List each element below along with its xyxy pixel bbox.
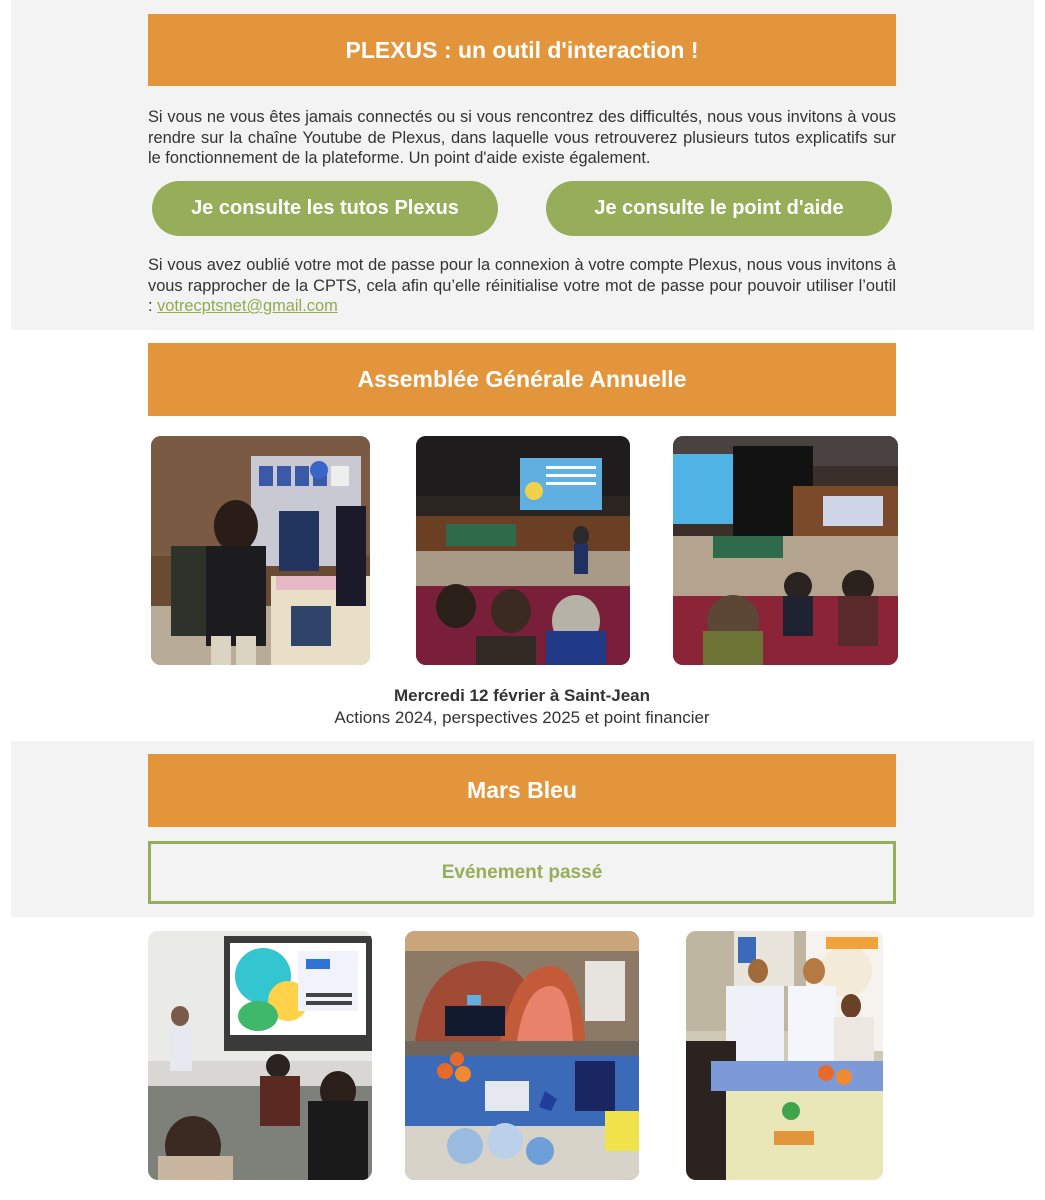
password-info: [148, 255, 896, 317]
tutos-plexus-button[interactable]: Je consulte les tutos Plexus: [152, 181, 498, 236]
plexus-title: PLEXUS : un outil d'interaction !: [148, 14, 896, 86]
event-status-box: [148, 841, 896, 904]
event-status-label: Evénement passé: [441, 861, 603, 883]
assemblee-date: Mercredi 12 février à Saint-Jean: [393, 686, 651, 705]
mars-bleu-photo-inflatable-colon: [405, 931, 639, 1180]
assemblee-photo-stand: [151, 436, 370, 665]
assemblee-photo-audience: [673, 436, 898, 665]
assemblee-title: Assemblée Générale Annuelle: [148, 343, 896, 416]
plexus-intro: Si vous ne vous êtes jamais connectés ou si vous rencontrez des difficultés, nous vous invitons à vous rendre sur la chaîne Youtube de Plexus, dans laquelle vous retrouverez plusieurs tutos explicatifs sur le fonctionnement de la plateforme. Un point d'aide existe également.: [148, 108, 896, 167]
mars-bleu-photo-cpts-stand: [686, 931, 883, 1180]
assemblee-subtitle: Actions 2024, perspectives 2025 et point financier: [334, 708, 710, 727]
assemblee-photo-hall: [416, 436, 630, 665]
point-aide-button[interactable]: Je consulte le point d'aide: [546, 181, 892, 236]
email-link[interactable]: votrecptsnet@gmail.com: [157, 297, 338, 315]
mars-bleu-title: Mars Bleu: [148, 754, 896, 827]
mars-bleu-photo-presentation: [148, 931, 372, 1180]
password-text: Si vous avez oublié votre mot de passe pour la connexion à votre compte Plexus, nous vous invitons à vous rapprocher de la CPTS, cela afin qu’elle réinitialise votre mot de passe pour pouvoir utiliser l’outil :: [148, 256, 896, 315]
